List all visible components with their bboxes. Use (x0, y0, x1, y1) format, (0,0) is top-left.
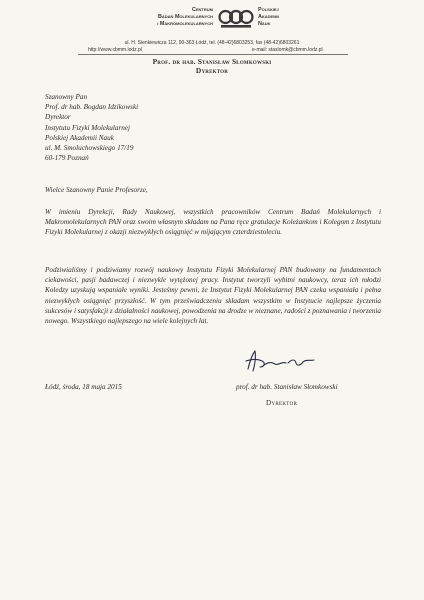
letterhead-director-role: Dyrektor (195, 66, 229, 75)
addressee-line: ul. M. Smoluchowskiego 17/19 (45, 144, 134, 153)
signer-role: Dyrektor (266, 399, 298, 407)
addressee-line: Prof. dr hab. Bogdan Idzikowski (45, 103, 139, 112)
addressee-line: Szanowny Pan (45, 93, 88, 101)
salutation: Wielce Szanowny Panie Profesorze, (45, 186, 148, 194)
letterhead-director-name: Prof. dr hab. Stanisław Słomkowski (152, 57, 272, 66)
letterhead-address: ul. H. Sienkiewicza 112, 90-363 Łódź, tel. (48-42)6803253, fax (48-42)6803261 (124, 40, 300, 46)
letterhead-right-line: Polskiej (258, 7, 279, 13)
letterhead-email-link[interactable]: e-mail: staslomk@cbmm.lodz.pl (252, 47, 323, 53)
letterhead-left-line: Badań Molekularnych (158, 14, 213, 20)
cbmm-logo-icon (217, 4, 255, 34)
addressee-line: Dyrektor (45, 113, 71, 122)
place-and-date: Łódź, środa, 18 maja 2015 (45, 383, 122, 391)
addressee-line: 60-179 Poznań (45, 154, 89, 163)
letterhead-right-line: Akademii (258, 14, 279, 20)
signer-name: prof. dr hab. Stanisław Słomkowski (236, 383, 338, 391)
addressee-line: Instytutu Fizyki Molekularnej (45, 123, 131, 132)
letterhead-website-link[interactable]: http://www.cbmm.lodz.pl (88, 47, 142, 53)
handwritten-signature-icon (242, 347, 322, 375)
letterhead-left-line: i Makromolekularnych (157, 21, 213, 27)
paragraph-congratulations: W imieniu Dyrekcji, Rady Naukowej, wszystkich pracowników Centrum Badań Molekularnych i Makromolekularnych PAN oraz swoim własnym składam na Pana ręce gratulacje Koleżankom i Kolegom z Instytutu Fizyki Molekularnej z okazji niezwykłych osiągnięć w mijającym czterdziestoleciu. (45, 208, 381, 237)
letterhead-institution-right (258, 7, 318, 28)
paragraph-wishes: Podziwialiśmy i podziwiamy rozwój naukowy Instytutu Fizyki Molekularnej PAN budowany na fundamentach ciekawości, pasji badawczej i niezwykle wytężonej pracy. Instytut tworzyli wybitni naukowcy, teraz ich młodzi Koledzy uzyskują wspaniałe wyniki. Jesteśmy pewni, że Instytut Fizyki Molekularnej PAN czeka wspaniała i pełna niezwykłych osiągnięć przyszłość. W tym przeświadczeniu składam wszystkim w Instytucie najlepsze życzenia sukcesów i satysfakcji z działalności naukowej, powodzenia na drodze w nieznane, radości z poznawania i tworzenia nowego. Wszystkiego najlepszego na wiele kolejnych lat. (45, 266, 381, 326)
letterhead-right-line: Nauk (258, 21, 271, 27)
letterhead-institution-left (105, 7, 213, 28)
letterhead-left-line: Centrum (191, 7, 213, 13)
addressee-block (45, 92, 345, 163)
letterhead-divider (78, 54, 348, 55)
addressee-line: Polskiej Akademii Nauk (45, 133, 114, 142)
